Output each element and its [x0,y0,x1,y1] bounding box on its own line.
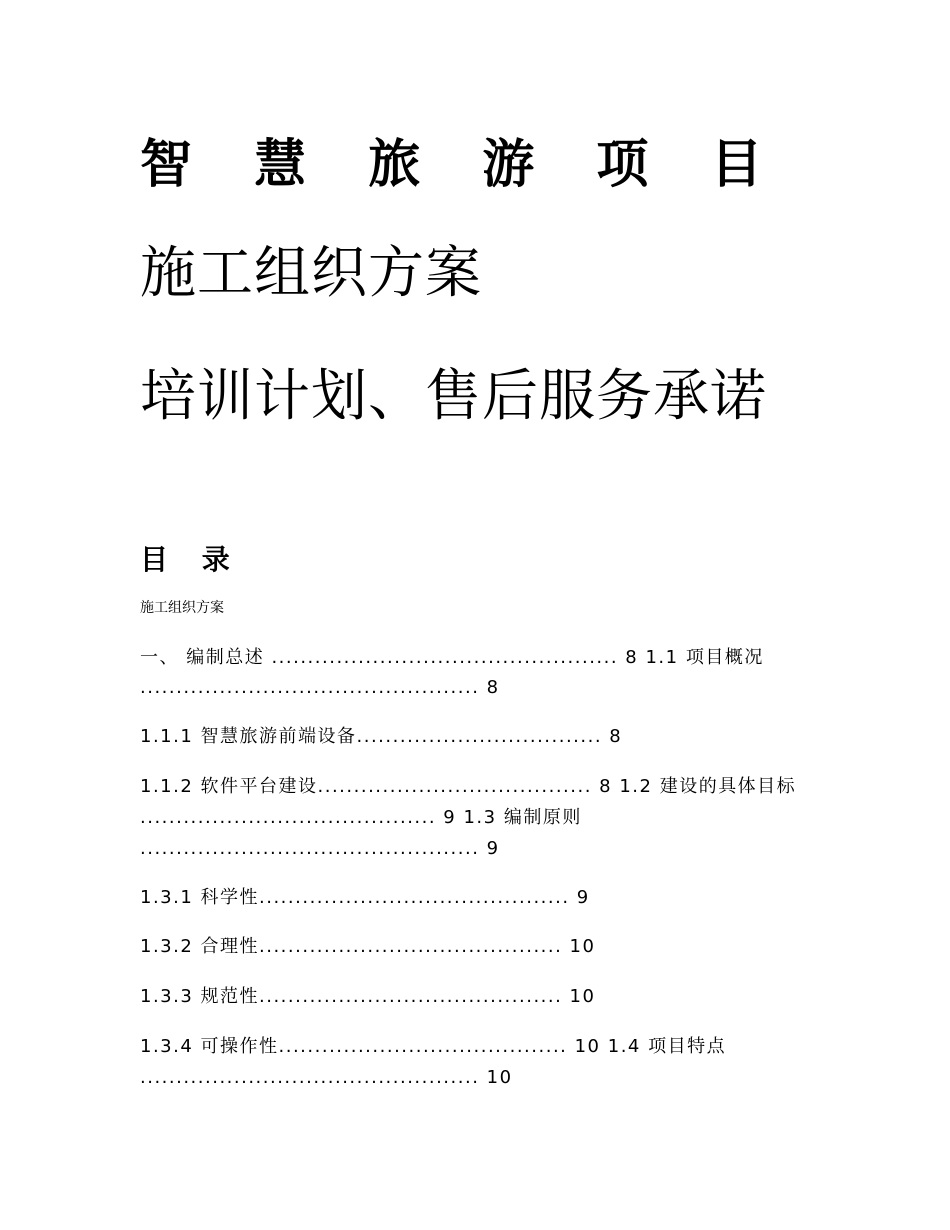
toc-line: 1.1.2 软件平台建设...................................... 8 1.2 建设的具体目标 [140,776,797,797]
toc-line: 1.3.4 可操作性........................................ 10 1.4 项目特点 [140,1036,727,1057]
toc-subtitle: 施工组织方案 [140,600,224,616]
toc-line: ............................................... 9 [140,838,500,859]
toc-line: ............................................... 10 [140,1067,513,1088]
toc-heading: 目 录 [140,543,242,576]
toc-line: ............................................... 8 [140,677,500,698]
toc-line: ......................................... 9 1.3 编制原则 [140,807,582,828]
toc-line: 一、 编制总述 ................................................ 8 1.1 项目概况 [140,647,764,668]
toc-line: 1.3.1 科学性........................................... 9 [140,887,590,908]
toc-line: 1.1.1 智慧旅游前端设备.................................. 8 [140,726,623,747]
toc-line: 1.3.2 合理性.......................................... 10 [140,936,596,957]
document-title-line-1: 智 慧 旅 游 项 目 [140,135,785,195]
document-title-line-2: 施工组织方案 [140,241,482,306]
toc-line: 1.3.3 规范性.......................................... 10 [140,986,596,1007]
document-title-line-3: 培训计划、售后服务承诺 [140,364,767,429]
